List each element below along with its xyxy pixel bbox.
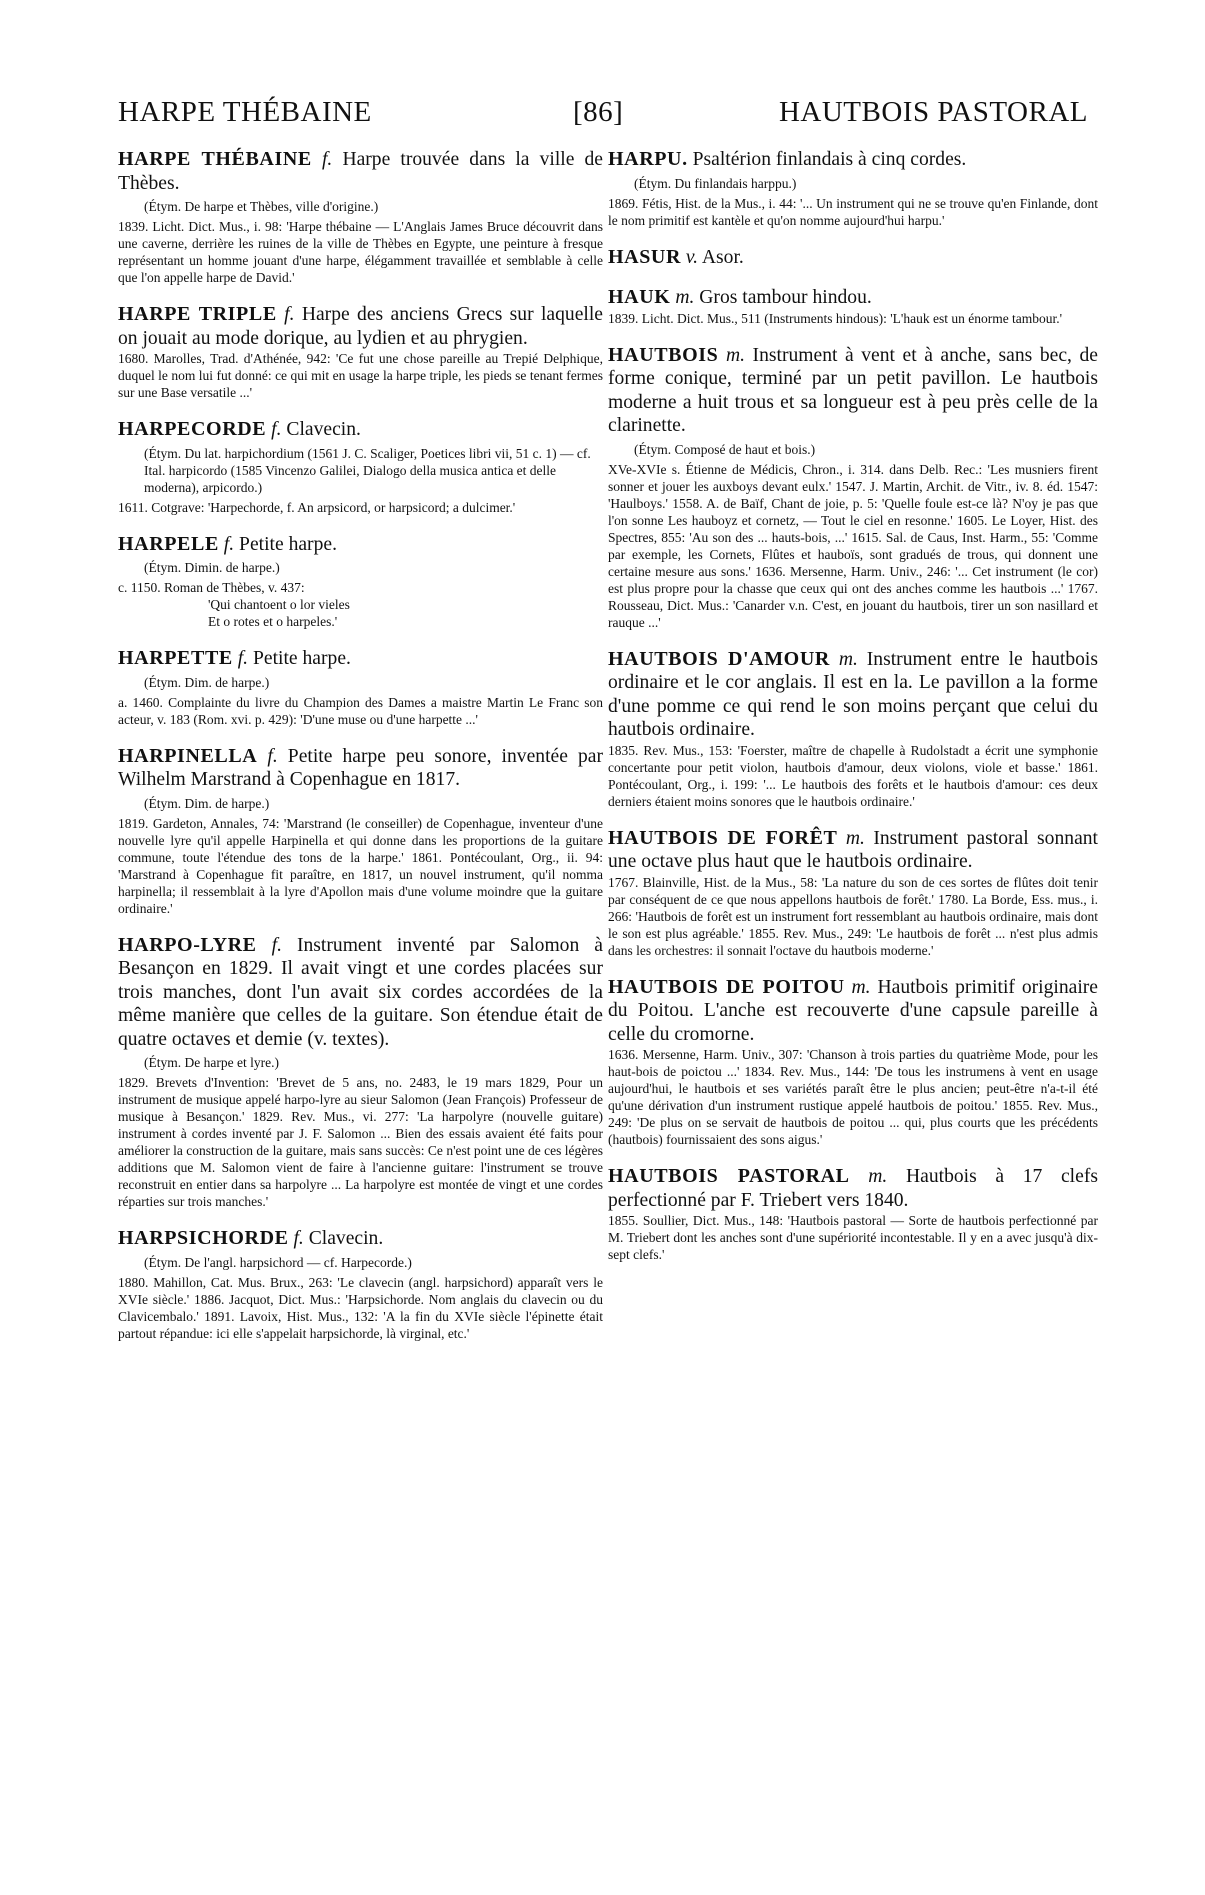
- entry-gender: m.: [725, 344, 745, 366]
- entry-citations: c. 1150. Roman de Thèbes, v. 437:: [118, 580, 305, 595]
- entry-citations: 1880. Mahillon, Cat. Mus. Brux., 263: 'Le clavecin (angl. harpsichord) apparaît vers le XVIe siècle.' 1886. Jacquot, Dict. Mus.: 'Harpsichorde. Nom anglais du clavecin ou du Clavicembalo.' 1891. Lavoix, Hist. Mus., 132: 'A la fin du XVIe siècle l'épinette était partout répandue: ici elle s'appelait harpsichorde, là virginal, etc.': [118, 1274, 603, 1341]
- entry-etymology: (Étym. Du finlandais harppu.): [634, 175, 797, 191]
- entry-definition: Instrument entre le hautbois ordinaire et le cor anglais. Il est en la. Le pavillon a la forme d'une pomme ce qui rend le son moins perçant que celui du hautbois ordinaire.: [608, 648, 1099, 740]
- entry-gender: f.: [284, 304, 295, 325]
- entry-gender: m.: [845, 827, 865, 849]
- entry-gender: f.: [271, 934, 282, 956]
- dictionary-entry: [608, 344, 1098, 631]
- entry-headword: HARPE THÉBAINE: [118, 148, 312, 170]
- entry-definition-line: [608, 148, 1098, 172]
- entry-gender: m.: [868, 1166, 888, 1187]
- running-head-left: HARPE THÉBAINE: [118, 96, 372, 128]
- entry-headword: HARPO-LYRE: [118, 933, 257, 956]
- entry-headword: HASUR: [608, 245, 682, 268]
- entry-definition: Instrument à vent et à anche, sans bec, de forme conique, terminé par un petit pavillon. Le hautbois moderne a huit trous et sa longueur est à peu près celle de la clarinette.: [608, 344, 1098, 436]
- entry-citations: XVe-XVIe s. Étienne de Médicis, Chron., i. 314. dans Delb. Rec.: 'Les musniers firent sonner et jouer les auxboys devant eulx.' 1547. J. Martin, Archit. de Vitr., iv. 8. éd. 1547: 'Haulboys.' 1558. A. de Baïf, Chant de joie, p. 5: 'Quelle foule est-ce là? N'oy je pas que l'on sonne Les hauboyz et cornetz, — Tout le ciel en resonne.' 1605. Le Loyer, Hist. des Spectres, 855: 'Au son des ... hauts-bois, ...' 1615. Sal. de Caus, Inst. Harm., 55: 'Comme par exemple, les Cornets, Flûtes et hauboïs, sont gradués de trous, qui donnent une certaine mesure aus sons.' 1636. Mersenne, Harm. Univ., 246: '... Cet instrument (le cor) est plus propre pour la chasse que ceux qui ont des anches comme les hautbois ...' 1767. Rousseau, Dict. Mus.: 'Canarder v.n. C'est, en jouant du hautbois, tirer un son nasillard et rauque ...': [608, 461, 1098, 630]
- entry-headword: HAUTBOIS DE FORÊT: [608, 826, 838, 849]
- entry-headword: HARPINELLA: [118, 744, 258, 767]
- entry-definition-line: [118, 647, 603, 671]
- entry-definition: Harpe trouvée dans la ville de Thèbes.: [118, 149, 604, 194]
- entry-gender: f.: [267, 745, 278, 767]
- entry-definition-line: [118, 1227, 603, 1251]
- entry-definition-line: [608, 286, 1098, 310]
- entry-definition: Instrument pastoral sonnant une octave plus haut que le hautbois ordinaire.: [608, 827, 1099, 872]
- dictionary-entry: [608, 827, 1098, 959]
- running-head: [118, 96, 1088, 138]
- entry-definition-line: [118, 533, 603, 557]
- entry-headword: HAUTBOIS D'AMOUR: [608, 647, 830, 670]
- entry-gender: m.: [675, 287, 695, 308]
- entry-definition-line: [118, 934, 603, 1052]
- dictionary-entry: [118, 303, 603, 401]
- entry-definition: Clavecin.: [308, 1228, 384, 1249]
- entry-headword: HAUK: [608, 286, 671, 308]
- page-number: [86]: [573, 96, 624, 128]
- entry-definition-line: [118, 418, 603, 442]
- entry-etymology: (Étym. Du lat. harpichordium (1561 J. C. Scaliger, Poetices libri vii, 51 c. 1) — cf. Ital. harpicordo (1585 Vincenzo Galilei, Dialogo della musica antica et delle moderna), arpicordo.): [144, 445, 591, 495]
- entry-definition: Psaltérion finlandais à cinq cordes.: [692, 149, 967, 170]
- entry-definition-line: [608, 344, 1098, 438]
- entry-definition: Asor.: [701, 246, 744, 268]
- entry-verse-line: 'Qui chantoent o lor vieles: [208, 597, 350, 612]
- dictionary-entry: [118, 647, 603, 728]
- entry-etymology: (Étym. De l'angl. harpsichord — cf. Harpecorde.): [144, 1254, 412, 1270]
- entry-citations: 1839. Licht. Dict. Mus., i. 98: 'Harpe thébaine — L'Anglais James Bruce découvrit dans une caverne, derrière les ruines de la ville de Thèbes en Egypte, une peinture à fresque représentant un homme jouant d'une harpe, élégamment travaillée et semblable à celle que l'on appelle harpe de David.': [118, 219, 603, 285]
- entry-definition-line: [608, 827, 1098, 874]
- entry-gender: f.: [271, 419, 282, 440]
- entry-definition-line: [118, 745, 603, 792]
- entry-headword: HARPECORDE: [118, 418, 267, 440]
- entry-gender: v.: [685, 246, 699, 268]
- entry-citations: 1829. Brevets d'Invention: 'Brevet de 5 ans, no. 2483, le 19 mars 1829, Pour un instrument de musique appelé harpo-lyre au sieur Salomon (Jean François) Professeur de musique à Besançon.' 1829. Rev. Mus., vi. 277: 'La harpolyre (nouvelle guitare) instrument à cordes inventé par J. F. Salomon ... Bien des essais avaient été faits pour améliorer la construction de la guitare, mais sans succès: Ce n'est point une de ces légères additions que M. Salomon vient de faire à l'ancienne guitare: l'instrument se trouve reconstruit en entier dans sa harpolyre ... La harpolyre est montée de vingt et une cordes réparties sur trois manches.': [118, 1075, 603, 1209]
- entry-etymology: (Étym. De harpe et Thèbes, ville d'origine.): [144, 199, 379, 214]
- entry-verse-line: Et o rotes et o harpeles.': [208, 614, 338, 629]
- entry-headword: HAUTBOIS DE POITOU: [608, 975, 845, 998]
- entry-citations: a. 1460. Complainte du livre du Champion des Dames a maistre Martin Le Franc son acteur, v. 183 (Rom. xvi. p. 429): 'D'une muse ou d'une harpette ...': [118, 694, 603, 727]
- entry-etymology: (Étym. Composé de haut et bois.): [634, 441, 816, 457]
- entry-citations: 1839. Licht. Dict. Mus., 511 (Instruments hindous): 'L'hauk est un énorme tambour.': [608, 310, 1063, 326]
- entry-gender: f.: [293, 1228, 304, 1249]
- entry-headword: HARPELE: [118, 532, 219, 555]
- entry-definition-line: [608, 246, 1098, 270]
- entry-definition-line: [608, 976, 1098, 1047]
- entry-etymology: (Étym. Dim. de harpe.): [144, 674, 270, 690]
- entry-headword: HARPETTE: [118, 647, 233, 669]
- entry-headword: HARPSICHORDE: [118, 1227, 289, 1249]
- entry-gender: f.: [237, 648, 249, 669]
- left-column: [118, 148, 603, 1359]
- entry-citations: 1680. Marolles, Trad. d'Athénée, 942: 'Ce fut une chose pareille au Trepié Delphique, duquel le nom lui fut donné: ce qui mit en usage la harpe triple, les pieds se tenant fermes sur une Base versatile ...': [118, 351, 603, 400]
- entry-definition: Petite harpe.: [239, 533, 337, 555]
- dictionary-entry: [118, 1227, 603, 1342]
- entry-etymology: (Étym. Dimin. de harpe.): [144, 560, 280, 575]
- entry-gender: m.: [838, 648, 858, 670]
- entry-etymology: (Étym. Dim. de harpe.): [144, 795, 270, 811]
- entry-citations: 1767. Blainville, Hist. de la Mus., 58: 'La nature du son de ces sortes de flûtes doit tenir par conséquent de ce que nous appellons hautbois de forêt.' 1780. La Borde, Ess. mus., i. 266: 'Hautbois de forêt est un instrument fort ressemblant au hautbois ordinaire, mais dont le son est plus agréable.' 1855. Rev. Mus., 249: 'Le hautbois de forêt ... n'est plus admis dans les orchestres: il sonnait l'octave du hautbois moderne.': [608, 874, 1098, 958]
- entry-definition: Gros tambour hindou.: [699, 287, 872, 308]
- entry-citations: 1611. Cotgrave: 'Harpechorde, f. An arpsicord, or harpsicord; a dulcimer.': [118, 499, 516, 515]
- entry-headword: HAUTBOIS: [608, 343, 719, 366]
- entry-citations: 1636. Mersenne, Harm. Univ., 307: 'Chanson à trois parties du quatrième Mode, pour les haut-bois de poictou ...' 1834. Rev. Mus., 144: 'De tous les instrumens à vent en usage aujourd'hui, le hautbois et ses variétés paraît être le plus ancien; peut-être n'a-t-il été qu'une dérivation d'un instrument rustique appelé hautbois de poitou.' 1855. Rev. Mus., 249: 'De plus on se servait de hautbois de poitou ... qui, plus courts que les précédents (hautbois) fournissaient des sons aigus.': [608, 1047, 1098, 1147]
- dictionary-entry: [608, 286, 1098, 327]
- dictionary-entry: [118, 533, 603, 631]
- dictionary-entry: [118, 418, 603, 516]
- entry-etymology: (Étym. De harpe et lyre.): [144, 1055, 279, 1070]
- entry-headword: HARPU.: [608, 148, 688, 170]
- dictionary-entry: [608, 246, 1098, 270]
- entry-gender: f.: [223, 533, 235, 555]
- entry-definition: Hautbois à 17 clefs perfectionné par F. Triebert vers 1840.: [608, 1166, 1098, 1211]
- entry-headword: HARPE TRIPLE: [118, 303, 277, 325]
- entry-definition: Petite harpe.: [252, 648, 351, 669]
- entry-headword: HAUTBOIS PASTORAL: [608, 1165, 850, 1187]
- entry-citations: 1835. Rev. Mus., 153: 'Foerster, maître de chapelle à Rudolstadt a écrit une symphonie concertante pour petit violon, hautbois d'amour, deux violons, viole et basse.' 1861. Pontécoulant, Org., i. 199: '... Le hautbois des forêts et le hautbois d'amour: ces deux derniers étaient moins sonores que le hautbois ordinaire.': [608, 742, 1098, 809]
- dictionary-entry: [118, 148, 603, 286]
- dictionary-entry: [608, 148, 1098, 229]
- entry-definition: Clavecin.: [286, 419, 361, 440]
- entry-gender: f.: [321, 149, 333, 170]
- dictionary-entry: [118, 934, 603, 1211]
- running-head-right: HAUTBOIS PASTORAL: [778, 96, 1088, 128]
- entry-definition-line: [608, 1165, 1098, 1212]
- entry-definition: Hautbois primitif originaire du Poitou. L'anche est recouverte d'une capsule pareille à celle du cromorne.: [608, 976, 1098, 1045]
- entry-definition: Harpe des anciens Grecs sur laquelle on jouait au mode dorique, au lydien et au phrygien.: [118, 304, 603, 349]
- dictionary-entry: [118, 745, 603, 917]
- entry-gender: m.: [851, 976, 871, 998]
- dictionary-entry: [608, 1165, 1098, 1263]
- entry-definition-line: [118, 303, 603, 350]
- right-column: [608, 148, 1098, 1280]
- entry-definition: Instrument inventé par Salomon à Besançon en 1829. Il avait vingt et une cordes placées sur trois manches, dont l'un avait six cordes accordées de la même manière que celles de la guitare. Son étendue était de quatre octaves et demie (v. textes).: [118, 934, 603, 1050]
- entry-citations: 1855. Soullier, Dict. Mus., 148: 'Hautbois pastoral — Sorte de hautbois perfectionné par M. Triebert dont les anches sont d'une supériorité incontestable. Il y en a avec jusqu'à dix-sept clefs.': [608, 1213, 1098, 1262]
- entry-citations: 1869. Fétis, Hist. de la Mus., i. 44: '... Un instrument qui ne se trouve qu'en Finlande, dont le nom primitif est kantèle et qu'on nomme aujourd'hui harpu.': [608, 195, 1098, 228]
- entry-definition-line: [118, 148, 603, 195]
- dictionary-entry: [608, 976, 1098, 1149]
- entry-citations: 1819. Gardeton, Annales, 74: 'Marstrand (le conseiller) de Copenhague, inventeur d'une nouvelle lyre qu'il appelle Harpinella et qui donne dans les proportions de la guitare commune, toute l'étendue des tons de la harpe.' 1861. Pontécoulant, Org., ii. 94: 'Marstrand à Copenhague fit paraître, en 1817, un nouvel instrument, qu'il nomma harpinella; il ressemblait à la lyre d'Apollon mais d'une volume moindre que la guitare ordinaire.': [118, 815, 603, 916]
- entry-definition: Petite harpe peu sonore, inventée par Wilhelm Marstrand à Copenhague en 1817.: [118, 745, 603, 790]
- dictionary-entry: [608, 648, 1098, 810]
- entry-definition-line: [608, 648, 1098, 742]
